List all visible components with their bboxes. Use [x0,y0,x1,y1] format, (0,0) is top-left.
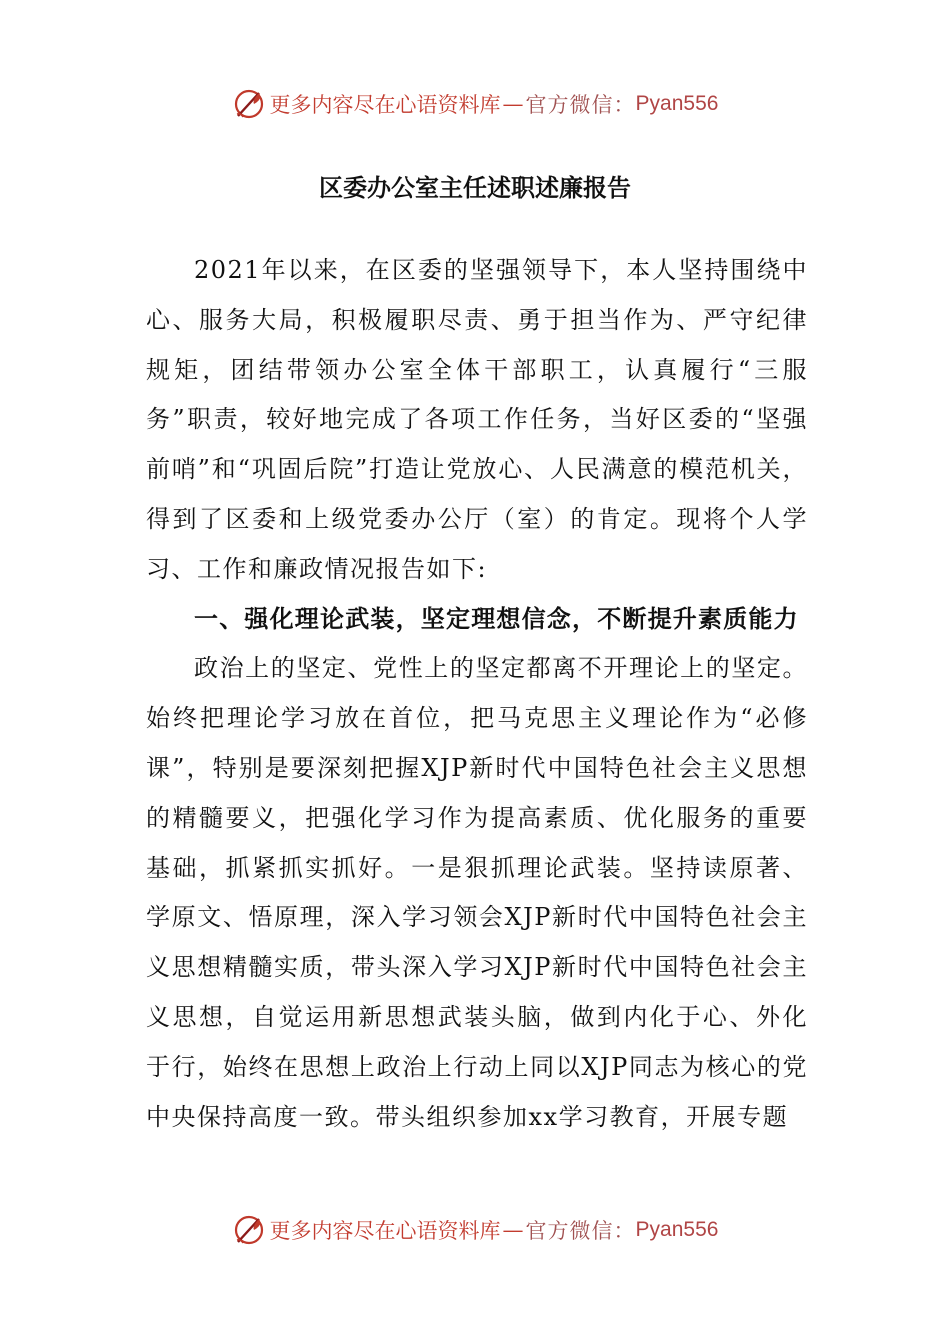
document-body [146,246,808,1142]
header-watermark [0,84,950,124]
watermark-dash: — [502,1218,524,1242]
watermark-brand: 更多内容尽在心语资料库 [269,1219,501,1243]
watermark-wechat-id: Pyan556 [635,92,719,115]
quill-logo-icon [232,87,266,121]
footer-watermark [0,1210,950,1250]
section-heading-1: 一、强化理论武装，坚定理想信念，不断提升素质能力 [194,604,799,633]
watermark-brand: 更多内容尽在心语资料库 [269,93,501,117]
paragraph-theory: 政治上的坚定、党性上的坚定都离不开理论上的坚定。始终把理论学习放在首位，把马克思主义理论作为“必修课”，特别是要深刻把握XJP新时代中国特色社会主义思想的精髓要义，把强化学习作为提高素质、优化服务的重要基础，抓紧抓实抓好。一是狠抓理论武装。坚持读原著、学原文、悟原理，深入学习领会XJP新时代中国特色社会主义思想精髓实质，带头深入学习XJP新时代中国特色社会主义思想，自觉运用新思想武装头脑，做到内化于心、外化于行，始终在思想上政治上行动上同以XJP同志为核心的党中央保持高度一致。带头组织参加xx学习教育，开展专题 [146,654,808,1131]
document-title: 区委办公室主任述职述廉报告 [319,174,631,202]
paragraph-intro: 2021年以来，在区委的坚强领导下，本人坚持围绕中心、服务大局，积极履职尽责、勇于担当作为、严守纪律规矩，团结带领办公室全体干部职工，认真履行“三服务”职责，较好地完成了各项工作任务，当好区委的“坚强前哨”和“巩固后院”打造让党放心、人民满意的模范机关，得到了区委和上级党委办公厅（室）的肯定。现将个人学习、工作和廉政情况报告如下: [146,256,808,583]
watermark-wechat-label: 官方微信： [525,1219,636,1243]
quill-logo-icon [232,1213,266,1247]
watermark-wechat-label: 官方微信： [525,93,636,117]
watermark-dash: — [502,92,524,116]
watermark-wechat-id: Pyan556 [635,1218,719,1241]
